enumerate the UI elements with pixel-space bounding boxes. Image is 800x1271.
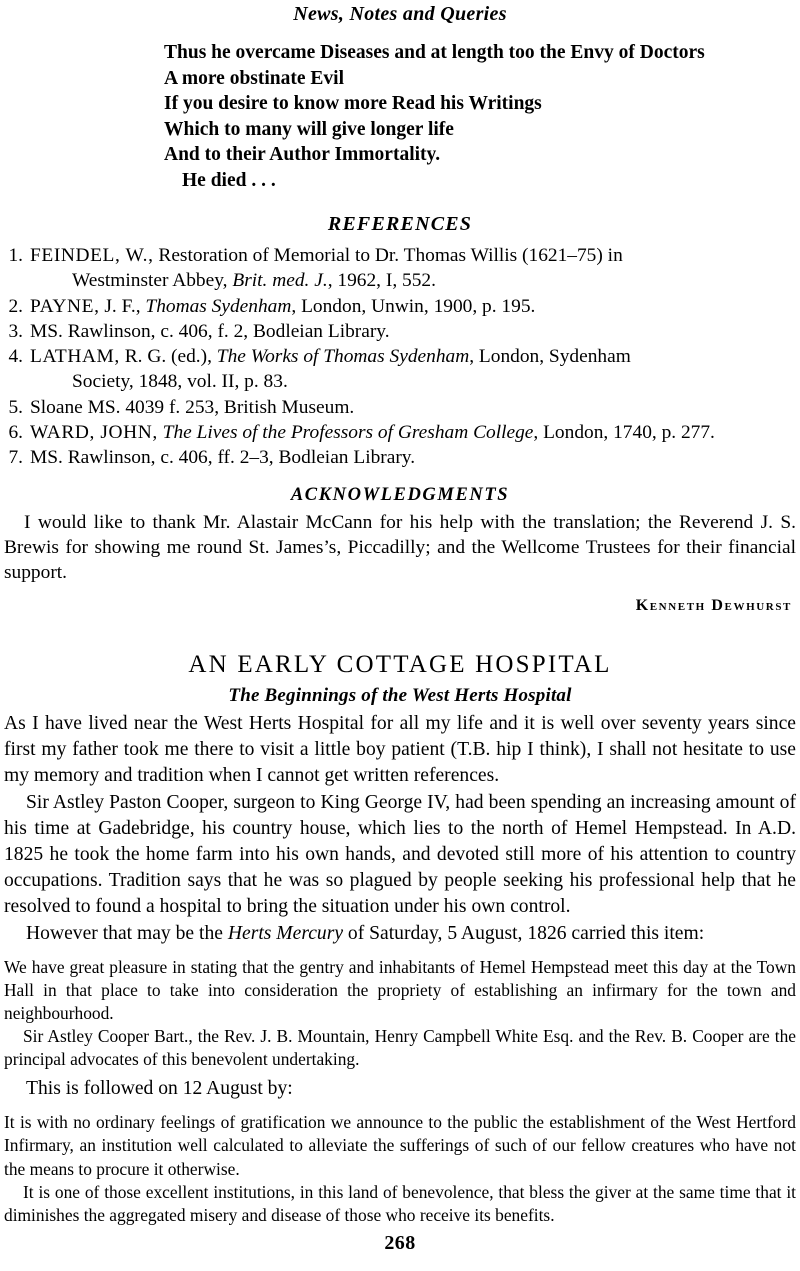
reference-author: FEINDEL, W.,	[30, 245, 154, 266]
reference-text	[30, 420, 796, 445]
reference-rest-post: , London, 1740, p. 277.	[533, 422, 715, 444]
reference-rest: J. F.,	[99, 295, 146, 317]
lead-in-paragraph	[4, 921, 796, 947]
reference-author: LATHAM,	[30, 346, 120, 368]
lead-in-post: of Saturday, 5 August, 1826 carried this item:	[343, 922, 705, 944]
reference-rest: Restoration of Memorial to Dr. Thomas Willis (1621–75) in	[153, 245, 623, 266]
quoted-extract: It is with no ordinary feelings of gratification we announce to the public the establishment of the West Hertford Infirmary, an institution well calculated to alleviate the sufferings of such of our fellow creatures who have not the means to procure it otherwise.	[4, 1112, 796, 1179]
lead-in-paragraph: This is followed on 12 August by:	[26, 1078, 293, 1100]
reference-number: 1.	[8, 245, 23, 266]
reference-text: Sloane MS. 4039 f. 253, British Museum.	[30, 396, 355, 418]
reference-item	[4, 243, 796, 294]
reference-item	[4, 395, 796, 420]
reference-text: MS. Rawlinson, c. 406, ff. 2–3, Bodleian Library.	[30, 447, 416, 469]
reference-continuation: Society, 1848, vol. II, p. 83.	[72, 371, 288, 393]
verse-line: Which to many will give longer life	[164, 118, 454, 140]
lead-in-pre: However that may be the	[26, 922, 228, 944]
reference-item	[4, 344, 796, 395]
reference-text	[30, 243, 796, 294]
reference-cont-pre: Westminster Abbey,	[72, 270, 233, 292]
reference-item	[4, 445, 796, 470]
reference-journal-title: Brit. med. J.	[232, 270, 328, 292]
reference-work-title: The Works of Thomas Sydenham	[216, 346, 470, 368]
reference-text: MS. Rawlinson, c. 406, f. 2, Bodleian Library.	[30, 320, 390, 342]
verse-line: A more obstinate Evil	[164, 67, 345, 89]
references-heading: REFERENCES	[327, 213, 473, 235]
newspaper-title: Herts Mercury	[227, 922, 344, 944]
reference-continuation	[30, 268, 796, 293]
page-content	[4, 0, 796, 1227]
reference-number: 2.	[8, 295, 23, 317]
body-paragraph: As I have lived near the West Herts Hospital for all my life and it is well over seventy years since first my father took me there to visit a little boy patient (T.B. hip I think), I shall not hesitate to use my memory and tradition when I cannot get written references.	[4, 712, 796, 787]
article-title: AN EARLY COTTAGE HOSPITAL	[188, 650, 612, 678]
spacer	[4, 1102, 796, 1111]
reference-rest-post: , London, Sydenham	[469, 346, 631, 368]
quoted-extract: Sir Astley Cooper Bart., the Rev. J. B. Mountain, Henry Campbell White Esq. and the Rev. B. Cooper are the principal advocates of this benevolent undertaking.	[4, 1026, 796, 1070]
acknowledgments-text: I would like to thank Mr. Alastair McCann for his help with the translation; the Reverend J. S. Brewis for showing me round St. James’s, Piccadilly; and the Wellcome Trustees for their financial support.	[4, 511, 796, 584]
reference-item	[4, 420, 796, 445]
acknowledgments-heading: ACKNOWLEDGMENTS	[290, 484, 510, 505]
author-byline: Kenneth Dewhurst	[635, 596, 792, 614]
quoted-extract: It is one of those excellent institutions, in this land of benevolence, that bless the giver at the same time that it diminishes the aggregated misery and disease of those who receive its benefits.	[4, 1181, 796, 1225]
verse-line: He died . . .	[182, 169, 276, 191]
reference-rest: R. G. (ed.),	[119, 346, 217, 368]
reference-number: 4.	[8, 346, 23, 368]
verse-line: If you desire to know more Read his Writings	[164, 93, 542, 114]
running-head: News, Notes and Queries	[293, 3, 507, 25]
page-number: 268	[384, 1232, 416, 1254]
reference-item	[4, 319, 796, 344]
reference-author: PAYNE,	[30, 295, 100, 317]
body-paragraph: Sir Astley Paston Cooper, surgeon to King George IV, had been spending an increasing amount of his time at Gadebridge, his country house, which lies to the north of Hemel Hempstead. In A.D. 1825 he took the home farm into his own hands, and devoted still more of his attention to country occupations. Tradition says that he was so plagued by people seeking his professional help that he resolved to found a hospital to bring the situation under his own control.	[4, 791, 796, 918]
reference-rest-post: , London, Unwin, 1900, p. 195.	[291, 295, 536, 317]
reference-number: 7.	[8, 447, 23, 469]
reference-number: 3.	[8, 320, 23, 342]
reference-text	[30, 344, 796, 395]
references-list	[4, 243, 796, 471]
verse-line: Thus he overcame Diseases and at length too the Envy of Doctors	[164, 42, 705, 63]
reference-work-title: Thomas Sydenham	[145, 295, 292, 317]
spacer	[4, 947, 796, 956]
reference-number: 5.	[8, 396, 23, 418]
reference-item	[4, 294, 796, 319]
verse-line: And to their Author Immortality.	[164, 144, 441, 165]
reference-cont-post: , 1962, I, 552.	[327, 270, 436, 292]
article-subtitle: The Beginnings of the West Herts Hospital	[228, 684, 572, 706]
reference-author: WARD, JOHN,	[30, 422, 158, 444]
verse-block	[4, 40, 796, 193]
reference-number: 6.	[8, 422, 23, 444]
reference-text	[30, 294, 796, 319]
quoted-extract: We have great pleasure in stating that the gentry and inhabitants of Hemel Hempstead meet this day at the Town Hall in that place to take into consideration the propriety of establishing an infirmary for the town and neighbourhood.	[4, 956, 796, 1023]
reference-work-title: The Lives of the Professors of Gresham College	[162, 422, 534, 444]
